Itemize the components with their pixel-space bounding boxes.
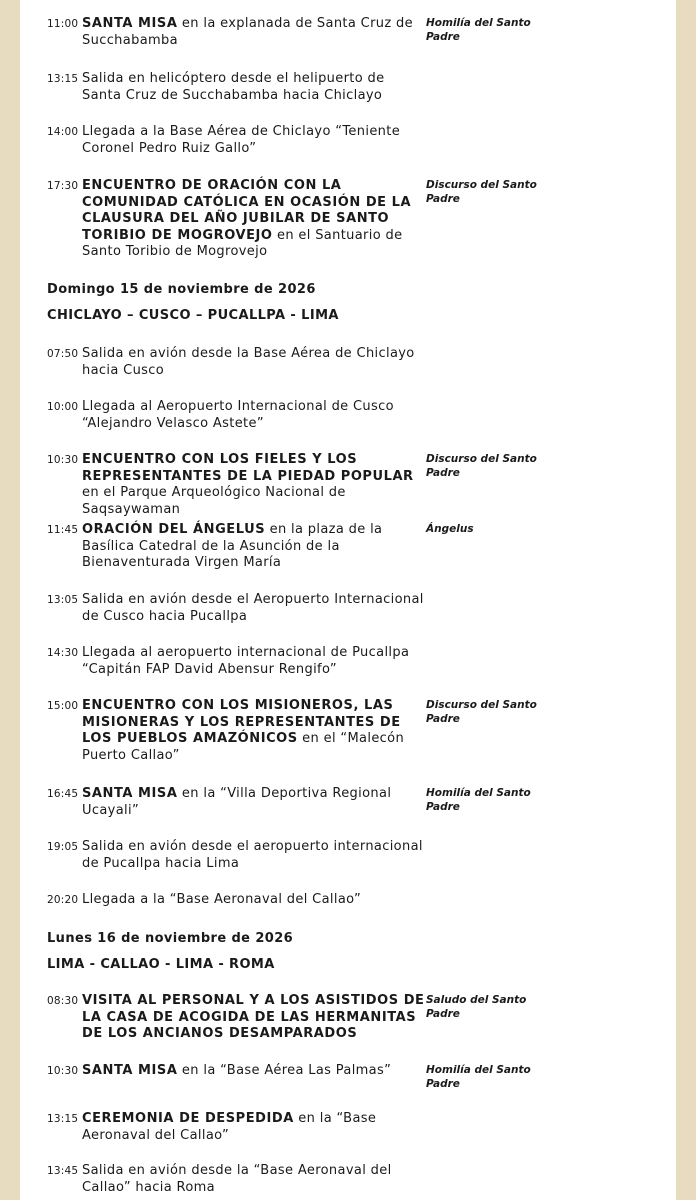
- entry-time: 11:45: [47, 524, 79, 536]
- entry-description: [82, 1163, 427, 1196]
- schedule-page: [20, 0, 676, 1200]
- entry-time: 13:45: [47, 1165, 79, 1177]
- entry-description: [82, 592, 427, 625]
- entry-text: en el Santuario de Santo Toribio de Mogrovejo: [82, 227, 403, 259]
- entry-event-title: ENCUENTRO CON LOS FIELES Y LOS REPRESENTANTES DE LA PIEDAD POPULAR: [82, 452, 414, 484]
- entry-text: Salida en avión desde el Aeropuerto Internacional de Cusco hacia Pucallpa: [82, 592, 424, 624]
- entry-description: [82, 698, 427, 764]
- entry-time: 13:05: [47, 594, 79, 606]
- entry-text: Salida en avión desde la “Base Aeronaval del Callao” hacia Roma: [82, 1163, 392, 1195]
- entry-text: en el “Malecón Puerto Callao”: [82, 731, 405, 763]
- entry-time: 10:00: [47, 401, 79, 413]
- entry-time: 14:00: [47, 126, 79, 138]
- entry-time: 19:05: [47, 841, 79, 853]
- entry-description: [82, 346, 427, 379]
- entry-note: Discurso del Santo Padre: [426, 453, 537, 479]
- entry-event-title: SANTA MISA: [82, 1063, 178, 1078]
- entry-time: 20:20: [47, 894, 79, 906]
- entry-time: 10:30: [47, 1065, 79, 1077]
- route-heading: CHICLAYO – CUSCO – PUCALLPA - LIMA: [47, 308, 339, 323]
- entry-description: [82, 786, 427, 819]
- entry-text: en la “Base Aérea Las Palmas”: [177, 1063, 392, 1078]
- entry-time: 14:30: [47, 647, 79, 659]
- entry-text: Llegada a la Base Aérea de Chiclayo “Teniente Coronel Pedro Ruiz Gallo”: [82, 124, 401, 156]
- entry-description: [82, 452, 427, 518]
- entry-note: Discurso del Santo Padre: [426, 699, 537, 725]
- entry-time: 11:00: [47, 18, 79, 30]
- entry-text: en la plaza de la Basílica Catedral de la Asunción de la Bienaventurada Virgen María: [82, 522, 383, 570]
- entry-time: 15:00: [47, 700, 79, 712]
- entry-event-title: VISITA AL PERSONAL Y A LOS ASISTIDOS DE LA CASA DE ACOGIDA DE LAS HERMANITAS DE LOS ANCIANOS DESAMPARADOS: [82, 993, 425, 1041]
- entry-description: [82, 399, 427, 432]
- entry-text: Llegada al Aeropuerto Internacional de Cusco “Alejandro Velasco Astete”: [82, 399, 394, 431]
- day-heading: Lunes 16 de noviembre de 2026: [47, 931, 294, 946]
- entry-event-title: ENCUENTRO DE ORACIÓN CON LA COMUNIDAD CATÓLICA EN OCASIÓN DE LA CLAUSURA DEL AÑO JUBILAR DE SANTO TORIBIO DE MOGROVEJO: [82, 178, 412, 243]
- entry-time: 17:30: [47, 180, 79, 192]
- entry-text: en el Parque Arqueológico Nacional de Saqsaywaman: [82, 485, 346, 517]
- entry-description: [82, 892, 427, 909]
- entry-text: en la explanada de Santa Cruz de Succhabamba: [82, 16, 413, 48]
- entry-event-title: SANTA MISA: [82, 786, 178, 801]
- entry-note: Homilía del Santo Padre: [426, 787, 531, 813]
- entry-description: [82, 839, 427, 872]
- entry-time: 13:15: [47, 73, 79, 85]
- entry-note: Homilía del Santo Padre: [426, 1064, 531, 1090]
- entry-note: Ángelus: [426, 523, 474, 535]
- entry-description: [82, 16, 427, 49]
- entry-description: [82, 1063, 427, 1080]
- entry-description: [82, 124, 427, 157]
- entry-note: Saludo del Santo Padre: [426, 994, 527, 1020]
- entry-description: [82, 71, 427, 104]
- entry-text: Salida en avión desde el aeropuerto internacional de Pucallpa hacia Lima: [82, 839, 423, 871]
- entry-event-title: ENCUENTRO CON LOS MISIONEROS, LAS MISIONERAS Y LOS REPRESENTANTES DE LOS PUEBLOS AMAZÓNICOS: [82, 698, 401, 746]
- entry-text: Salida en helicóptero desde el helipuerto de Santa Cruz de Succhabamba hacia Chiclayo: [82, 71, 385, 103]
- entry-time: 08:30: [47, 995, 79, 1007]
- entry-time: 13:15: [47, 1113, 79, 1125]
- entry-text: en la “Villa Deportiva Regional Ucayali”: [82, 786, 392, 818]
- entry-event-title: SANTA MISA: [82, 16, 178, 31]
- entry-description: [82, 645, 427, 678]
- entry-note: Homilía del Santo Padre: [426, 17, 531, 43]
- day-heading: Domingo 15 de noviembre de 2026: [47, 282, 316, 297]
- entry-text: en la “Base Aeronaval del Callao”: [82, 1111, 377, 1143]
- entry-text: Llegada al aeropuerto internacional de Pucallpa “Capitán FAP David Abensur Rengifo”: [82, 645, 410, 677]
- entry-time: 16:45: [47, 788, 79, 800]
- entry-text: Salida en avión desde la Base Aérea de Chiclayo hacia Cusco: [82, 346, 415, 378]
- entry-time: 07:50: [47, 348, 79, 360]
- entry-time: 10:30: [47, 454, 79, 466]
- entry-description: [82, 178, 427, 261]
- entry-event-title: CEREMONIA DE DESPEDIDA: [82, 1111, 294, 1126]
- entry-event-title: ORACIÓN DEL ÁNGELUS: [82, 522, 266, 537]
- route-heading: LIMA - CALLAO - LIMA - ROMA: [47, 957, 275, 972]
- entry-description: [82, 1111, 427, 1144]
- entry-note: Discurso del Santo Padre: [426, 179, 537, 205]
- entry-description: [82, 993, 427, 1043]
- entry-text: Llegada a la “Base Aeronaval del Callao”: [82, 892, 362, 907]
- entry-description: [82, 522, 427, 572]
